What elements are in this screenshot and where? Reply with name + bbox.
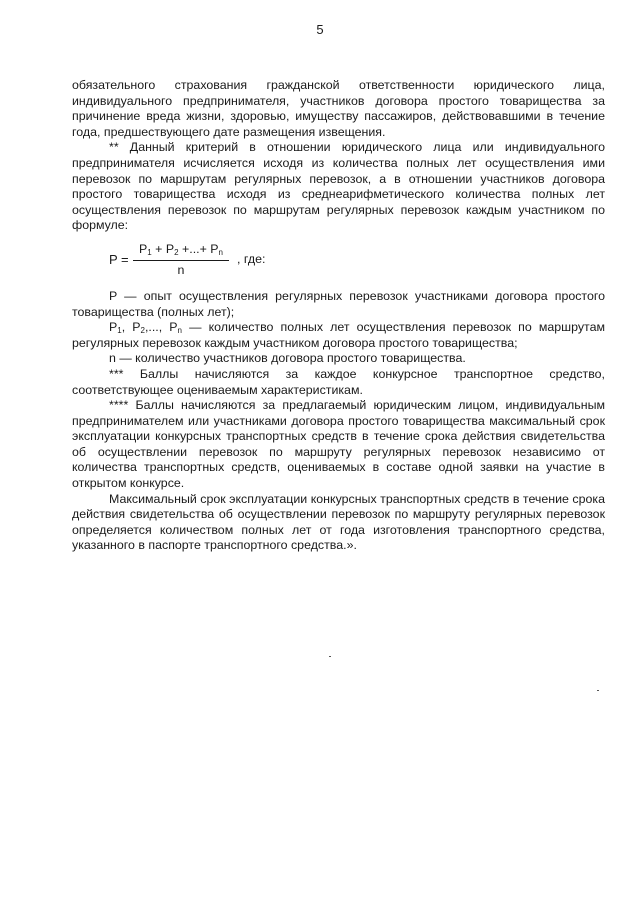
var-pn: P <box>169 320 178 335</box>
scan-speck <box>329 656 331 657</box>
paragraph-insurance: обязательного страхования гражданской ответственности юридического лица, индивидуального предпринимателя, участников договора простого товарищества за причинение вреда жизни, здоровью, имуществу пассажиров, действовавшими в течение года, предшествующего дате размещения извещения. <box>72 78 605 139</box>
document-body <box>72 78 605 554</box>
formula-sub-n: n <box>218 247 223 257</box>
page-number: 5 <box>316 22 324 37</box>
formula-denominator: n <box>177 262 185 277</box>
formula-plus-2: +...+ <box>178 241 211 256</box>
formula-term-p1: P <box>139 241 148 256</box>
experience-formula <box>72 242 605 282</box>
formula-sub-2: 2 <box>174 247 179 257</box>
paragraph-pi-definition <box>72 320 605 351</box>
paragraph-n-definition: n — количество участников договора простого товарищества. <box>109 351 466 366</box>
var-p1: P <box>109 320 118 335</box>
var-p2: P <box>132 320 141 335</box>
paragraph-max-service-life: Максимальный срок эксплуатации конкурсных транспортных средств в течение срока действия свидетельства об осуществлении перевозок по маршруту регулярных перевозок определяется количеством полных лет от года изготовления транспортного средства, указанного в паспорте транспортного средства.». <box>72 491 605 553</box>
formula-sub-1: 1 <box>147 247 152 257</box>
formula-numerator <box>133 242 229 261</box>
var-sep-1: , <box>121 320 133 335</box>
formula-lhs: P = <box>109 251 129 267</box>
var-sep-2: ,..., <box>144 320 170 335</box>
var-sub-2: 2 <box>140 326 145 336</box>
var-sub-n: n <box>177 326 182 336</box>
formula-where: , где: <box>237 251 266 266</box>
pi-definition-text: — количество полных лет осуществления перевозок по маршрутам регулярных перевозок каждым участником договора простого товарищества; <box>72 320 606 350</box>
paragraph-points-vehicle: *** Баллы начисляются за каждое конкурсное транспортное средство, соответствующее оцениваемым характеристикам. <box>72 366 605 397</box>
paragraph-points-service-life: **** Баллы начисляются за предлагаемый юридическим лицом, индивидуальным предпринимателем или участниками договора простого товарищества максимальный срок эксплуатации конкурсных транспортных средств в течение срока действия свидетельства об осуществлении перевозок по маршруту регулярных перевозок независимо от количества транспортных средств, оцениваемых в составе одной заявки на участие в открытом конкурсе. <box>72 398 605 491</box>
scan-speck <box>597 690 599 691</box>
formula-term-p2: P <box>165 241 175 256</box>
formula-fraction <box>133 242 229 278</box>
formula-term-pn: P <box>210 241 219 256</box>
paragraph-criterion-note: ** Данный критерий в отношении юридического лица или индивидуального предпринимателя исчисляется исходя из количества полных лет осуществления ими перевозок по маршрутам регулярных перевозок, а в отношении участников договора простого товарищества исходя из среднеарифметического количества полных лет осуществления перевозок по маршрутам регулярных перевозок каждым участником по формуле: <box>72 140 605 233</box>
formula-plus-1: + <box>151 241 166 256</box>
paragraph-p-definition: P — опыт осуществления регулярных перевозок участниками договора простого товарищества (полных лет); <box>72 288 605 319</box>
var-sub-1: 1 <box>117 326 122 336</box>
